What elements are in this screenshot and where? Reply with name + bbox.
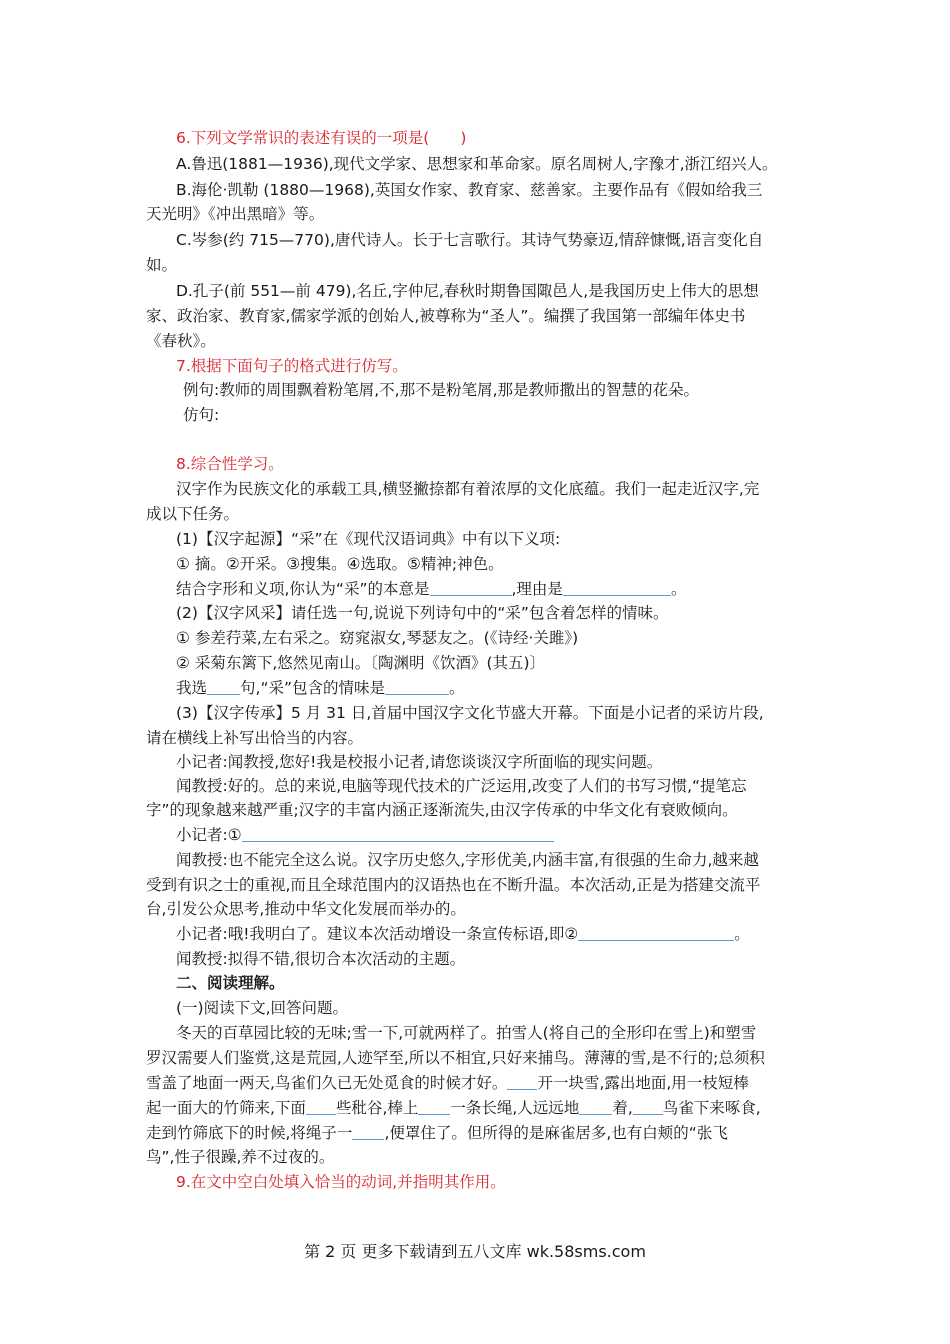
answer-blank-question1[interactable] xyxy=(242,825,554,842)
answer-blank-choice[interactable] xyxy=(207,678,240,695)
answer-blank-origin[interactable] xyxy=(430,579,512,596)
q8-dialogue-professor3: 闻教授:拟得不错,很切合本次活动的主题。 xyxy=(176,950,466,968)
section2-title: 二、阅读理解。 xyxy=(176,974,285,992)
q8-part2-answer-b: 句,“采”包含的情味是 xyxy=(240,679,386,697)
passage-line6: 鸟”,性子很躁,养不过夜的。 xyxy=(146,1148,335,1166)
q8-part2-answer xyxy=(176,677,465,699)
passage-line4-a: 起一面大的竹筛来,下面 xyxy=(146,1099,306,1117)
q8-part1-question-a: 结合字形和义项,你认为“采”的本意是 xyxy=(176,580,430,598)
answer-blank-slogan[interactable] xyxy=(578,924,734,941)
passage-blank-2[interactable] xyxy=(306,1098,336,1115)
q8-part1-question xyxy=(176,578,686,600)
q8-dialogue-reporter3 xyxy=(176,923,750,945)
q7-example: 例句:教师的周围飘着粉笔屑,不,那不是粉笔屑,那是教师撒出的智慧的花朵。 xyxy=(183,381,700,399)
q7-answer-label: 仿句: xyxy=(183,406,220,424)
passage-line5-a: 走到竹筛底下的时候,将绳子一 xyxy=(146,1124,353,1142)
q8-part1-question-c: 。 xyxy=(670,580,687,598)
q8-dialogue-reporter2 xyxy=(176,824,554,846)
q6-option-b-line2: 天光明》《冲出黑暗》等。 xyxy=(146,205,325,223)
q8-dialogue-professor1-line2: 字”的现象越来越严重;汉字的丰富内涵正逐渐流失,由汉字传承的中华文化有衰败倾向。 xyxy=(146,801,738,819)
q6-option-d-line1: D.孔子(前 551—前 479),名丘,字仲尼,春秋时期鲁国陬邑人,是我国历史上伟大的思想 xyxy=(176,282,759,300)
q8-dialogue-professor2-line3: 台,引发公众思考,推动中华文化发展而举办的。 xyxy=(146,900,466,918)
q8-dialogue-reporter3-a: 小记者:哦!我明白了。建议本次活动增设一条宣传标语,即② xyxy=(176,925,579,943)
passage-blank-5[interactable] xyxy=(633,1098,663,1115)
q8-part2-answer-a: 我选 xyxy=(176,679,208,697)
q8-part2-answer-c: 。 xyxy=(449,679,465,697)
passage-blank-1[interactable] xyxy=(507,1073,537,1090)
q8-part1: (1)【汉字起源】“采”在《现代汉语词典》中有以下义项: xyxy=(176,530,561,548)
q6-option-d-line3: 《春秋》。 xyxy=(146,332,216,350)
page-footer: 第 2 页 更多下载请到五八文库 wk.58sms.com xyxy=(304,1242,646,1261)
section2-subtitle: (一)阅读下文,回答问题。 xyxy=(176,999,349,1017)
q6-option-a: A.鲁迅(1881—1936),现代文学家、思想家和革命家。原名周树人,字豫才,浙江绍兴人。 xyxy=(176,155,778,173)
q7-title: 7.根据下面句子的格式进行仿写。 xyxy=(176,357,408,375)
answer-blank-reason[interactable] xyxy=(563,579,671,596)
q6-option-c-line2: 如。 xyxy=(146,256,178,274)
q8-dialogue-professor2-line1: 闻教授:也不能完全这么说。汉字历史悠久,字形优美,内涵丰富,有很强的生命力,越来越 xyxy=(176,851,759,869)
q8-dialogue-reporter1: 小记者:闻教授,您好!我是校报小记者,请您谈谈汉字所面临的现实问题。 xyxy=(176,753,663,771)
q9-title: 9.在文中空白处填入恰当的动词,并指明其作用。 xyxy=(176,1173,506,1191)
passage-blank-6[interactable] xyxy=(352,1123,384,1140)
q6-option-d-line2: 家、政治家、教育家,儒家学派的创始人,被尊称为“圣人”。编撰了我国第一部编年体史书 xyxy=(146,307,746,325)
q8-dialogue-professor2-line2: 受到有识之士的重视,而且全球范围内的汉语热也在不断升温。本次活动,正是为搭建交流平 xyxy=(146,876,761,894)
q8-dialogue-reporter2-label: 小记者:① xyxy=(176,826,242,844)
passage-line3-a: 雪盖了地面一两天,鸟雀们久已无处觅食的时候才好。 xyxy=(146,1074,508,1092)
q8-title: 8.综合性学习。 xyxy=(176,455,284,473)
passage-line4-d: 着, xyxy=(612,1099,633,1117)
passage-line4 xyxy=(146,1097,761,1119)
q8-intro-line2: 成以下任务。 xyxy=(146,505,240,523)
passage-line1: 冬天的百草园比较的无味;雪一下,可就两样了。拍雪人(将自己的全形印在雪上)和塑雪 xyxy=(176,1024,757,1042)
passage-line3-b: 开一块雪,露出地面,用一枝短棒 xyxy=(537,1074,749,1092)
passage-line5-b: ,便罩住了。但所得的是麻雀居多,也有白颊的“张飞 xyxy=(384,1124,728,1142)
passage-line4-c: 一条长绳,人远远地 xyxy=(450,1099,580,1117)
passage-line4-b: 些秕谷,棒上 xyxy=(335,1099,419,1117)
passage-line2: 罗汉需要人们鉴赏,这是荒园,人迹罕至,所以不相宜,只好来捕鸟。薄薄的雪,是不行的;总须积 xyxy=(146,1049,765,1067)
q8-part2-poem2: ② 采菊东篱下,悠然见南山。〔陶渊明《饮酒》(其五)〕 xyxy=(176,654,546,672)
answer-blank-feeling[interactable] xyxy=(385,678,449,695)
q8-part1-question-b: ,理由是 xyxy=(511,580,563,598)
q6-title: 6.下列文学常识的表述有误的一项是( ) xyxy=(176,129,467,147)
q8-part3-line1: (3)【汉字传承】5 月 31 日,首届中国汉字文化节盛大开幕。下面是小记者的采访片段, xyxy=(176,704,764,722)
q8-part2: (2)【汉字风采】请任选一句,说说下列诗句中的“采”包含着怎样的情味。 xyxy=(176,604,669,622)
q8-part1-options: ① 摘。②开采。③搜集。④选取。⑤精神;神色。 xyxy=(176,555,504,573)
passage-blank-4[interactable] xyxy=(579,1098,612,1115)
q6-option-b-line1: B.海伦·凯勒 (1880—1968),英国女作家、教育家、慈善家。主要作品有《假如给我三 xyxy=(176,181,763,199)
passage-line3 xyxy=(146,1072,749,1094)
q8-part3-line2: 请在横线上补写出恰当的内容。 xyxy=(146,729,364,747)
q8-intro-line1: 汉字作为民族文化的承载工具,横竖撇捺都有着浓厚的文化底蕴。我们一起走近汉字,完 xyxy=(176,480,760,498)
q8-dialogue-professor1-line1: 闻教授:好的。总的来说,电脑等现代技术的广泛运用,改变了人们的书写习惯,“提笔忘 xyxy=(176,777,747,795)
passage-line5 xyxy=(146,1122,728,1144)
q6-option-c-line1: C.岑参(约 715—770),唐代诗人。长于七言歌行。其诗气势豪迈,情辞慷慨,语言变化自 xyxy=(176,231,764,249)
passage-line4-e: 鸟雀下来啄食, xyxy=(662,1099,761,1117)
passage-blank-3[interactable] xyxy=(418,1098,450,1115)
q8-part2-poem1: ① 参差荇菜,左右采之。窈窕淑女,琴瑟友之。(《诗经·关雎》) xyxy=(176,629,579,647)
q8-dialogue-reporter3-b: 。 xyxy=(734,925,750,943)
